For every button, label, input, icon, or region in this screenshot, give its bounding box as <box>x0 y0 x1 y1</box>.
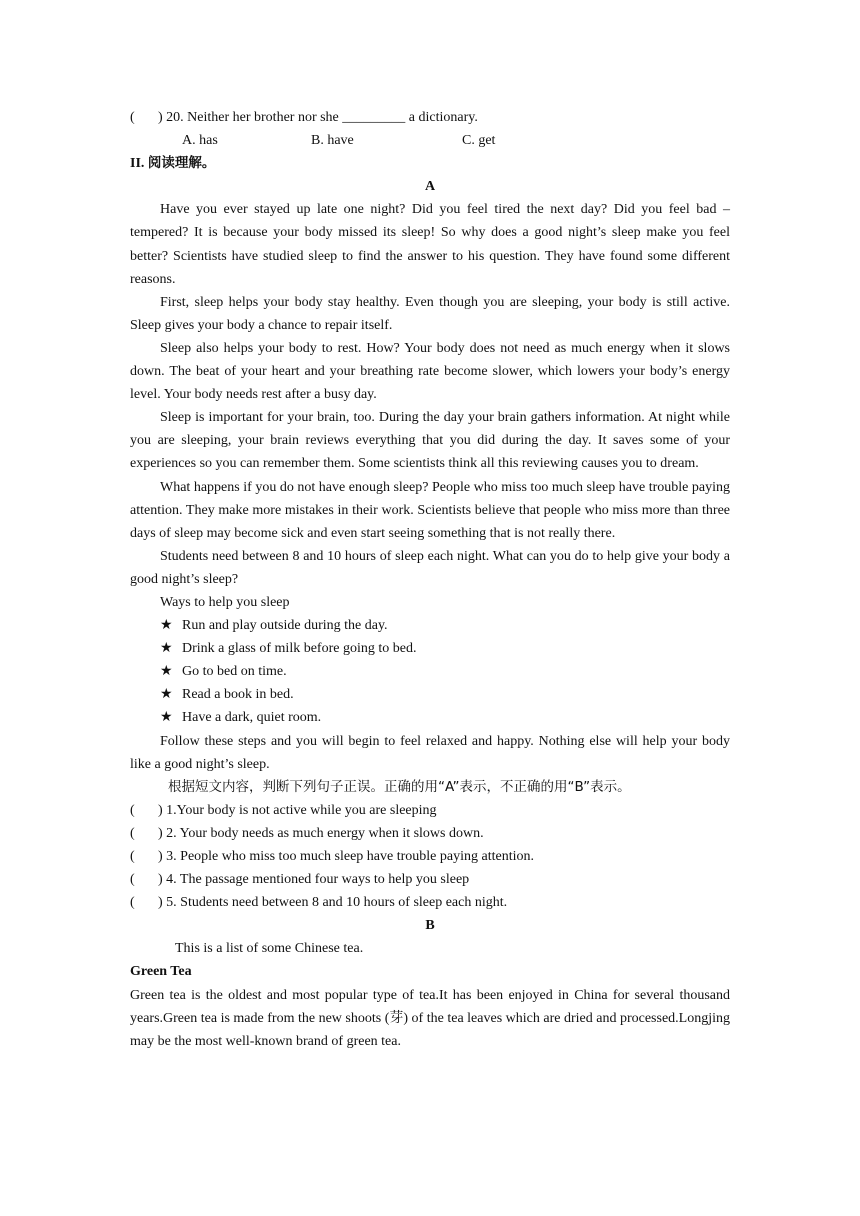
tf-question-text: ) 1.Your body is not active while you are sleeping <box>158 802 437 818</box>
passage-a-paragraph: Sleep is important for your brain, too. During the day your brain gathers information. At night while you are sleeping, your brain reviews everything that you did during the day. It saves some of your experiences so you can remember them. Some scientists think all this reviewing causes you to dream. <box>130 410 730 472</box>
true-false-instruction: 根据短文内容，判断下列句子正误。正确的用“A”表示，不正确的用“B”表示。 <box>168 778 631 795</box>
answer-paren: ( <box>130 849 135 864</box>
document-content <box>130 106 730 1053</box>
tf-question <box>130 891 730 914</box>
answer-paren: ( <box>130 872 135 888</box>
tf-question-text: ) 5. Students need between 8 and 10 hours of sleep each night. <box>158 895 508 911</box>
question-20-stem: ) 20. Neither her brother nor she _________ a dictionary. <box>158 110 478 125</box>
option-b: B. have <box>311 133 354 149</box>
passage-a-paragraph: First, sleep helps your body stay healthy. Even though you are sleeping, your body is still active. Sleep gives your body a chance to repair itself. <box>130 294 730 333</box>
passage-a-label: A <box>424 179 436 195</box>
tf-question <box>130 845 730 868</box>
option-a: A. has <box>182 133 218 149</box>
answer-paren: ( <box>130 110 135 125</box>
way-item <box>130 706 730 729</box>
way-item <box>130 614 730 637</box>
passage-b-intro: This is a list of some Chinese tea. <box>175 941 364 957</box>
passage-a-closing: Follow these steps and you will begin to feel relaxed and happy. Nothing else will help your body like a good night’s sleep. <box>130 733 730 772</box>
star-icon: ★ <box>160 709 173 726</box>
section-roman: II. <box>130 156 145 172</box>
tf-question-text: ) 2. Your body needs as much energy when it slows down. <box>158 825 484 841</box>
ways-heading: Ways to help you sleep <box>160 594 290 610</box>
way-text: Run and play outside during the day. <box>182 618 388 634</box>
tf-question <box>130 868 730 891</box>
star-icon: ★ <box>160 640 173 657</box>
section-heading <box>130 152 730 175</box>
passage-a-paragraph: Students need between 8 and 10 hours of sleep each night. What can you do to help give your body a good night’s sleep? <box>130 548 730 587</box>
tf-question <box>130 799 730 822</box>
way-text: Have a dark, quiet room. <box>182 710 322 726</box>
tf-question-text: ) 4. The passage mentioned four ways to help you sleep <box>158 872 470 888</box>
answer-paren: ( <box>130 825 135 841</box>
way-text: Read a book in bed. <box>182 687 294 703</box>
question-20 <box>130 106 730 129</box>
green-tea-heading: Green Tea <box>130 964 192 980</box>
way-item <box>130 660 730 683</box>
passage-a-paragraph: Have you ever stayed up late one night? Did you feel tired the next day? Did you feel bad –tempered? It is because your body missed its sleep! So why does a good night’s sleep make you feel better? Scientists have studied sleep to find the answer to his question. They have found some different reasons. <box>130 202 730 287</box>
way-text: Go to bed on time. <box>182 664 287 680</box>
answer-paren: ( <box>130 895 135 911</box>
star-icon: ★ <box>160 617 173 634</box>
way-item <box>130 683 730 706</box>
way-item <box>130 637 730 660</box>
option-c: C. get <box>462 133 496 149</box>
green-tea-text: Green tea is the oldest and most popular type of tea.It has been enjoyed in China for several thousand years.Green tea is made from the new shoots (芽) of the tea leaves which are dried and processed.Longjing may be the most well-known brand of green tea. <box>130 987 730 1049</box>
star-icon: ★ <box>160 663 173 680</box>
star-icon: ★ <box>160 686 173 703</box>
answer-paren: ( <box>130 802 135 818</box>
question-20-options <box>130 129 730 152</box>
passage-a-paragraph: Sleep also helps your body to rest. How? Your body does not need as much energy when it slows down. The beat of your heart and your breathing rate become slower, which lowers your body’s energy level. Your body needs rest after a busy day. <box>130 340 730 403</box>
way-text: Drink a glass of milk before going to bed. <box>182 641 417 657</box>
passage-b-label: B <box>425 918 435 934</box>
section-title-cn: 阅读理解。 <box>147 155 216 172</box>
tf-question-text: ) 3. People who miss too much sleep have trouble paying attention. <box>158 849 534 864</box>
passage-a-paragraph: What happens if you do not have enough sleep? People who miss too much sleep have trouble paying attention. They make more mistakes in their work. Scientists believe that people who miss more than three days of sleep may become sick and even start seeing something that is not really there. <box>130 479 730 541</box>
tf-question <box>130 822 730 845</box>
